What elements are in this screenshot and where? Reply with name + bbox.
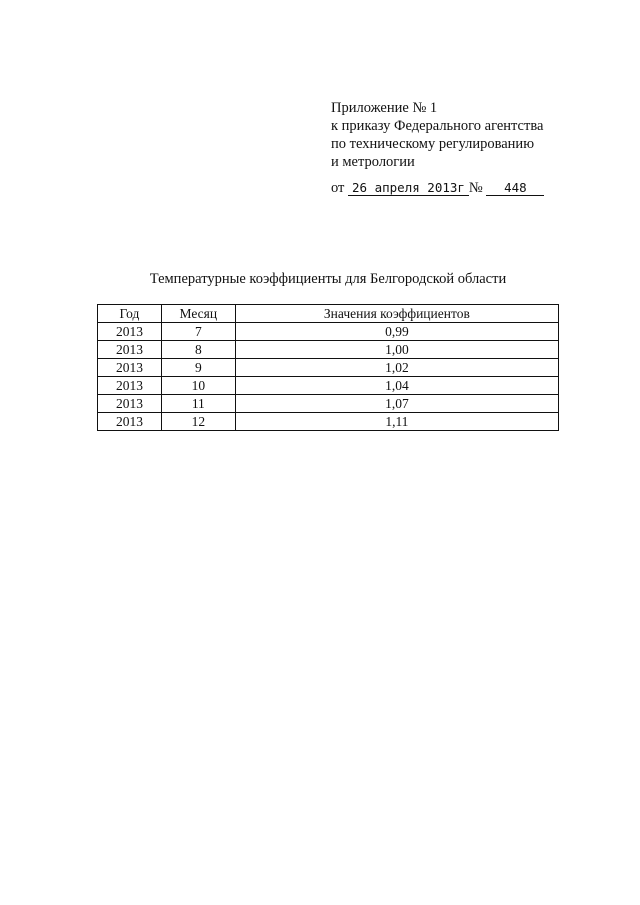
- cell-year: 2013: [98, 341, 162, 359]
- number-label: №: [468, 180, 483, 196]
- cell-month: 7: [161, 323, 235, 341]
- cell-coefficient: 1,04: [235, 377, 558, 395]
- cell-year: 2013: [98, 413, 162, 431]
- header-month: Месяц: [161, 305, 235, 323]
- table-row: [98, 413, 559, 431]
- cell-month: 8: [161, 341, 235, 359]
- appendix-header: [331, 99, 611, 197]
- table-row: [98, 323, 559, 341]
- appendix-agency-line-2: и метрологии: [331, 154, 415, 170]
- cell-coefficient: 1,02: [235, 359, 558, 377]
- cell-year: 2013: [98, 395, 162, 413]
- from-label: от: [331, 180, 345, 196]
- cell-month: 11: [161, 395, 235, 413]
- cell-coefficient: 0,99: [235, 323, 558, 341]
- appendix-agency-line: по техническому регулированию: [331, 136, 535, 152]
- cell-coefficient: 1,11: [235, 413, 558, 431]
- order-number: 448: [486, 181, 544, 196]
- document-title: Температурные коэффициенты для Белгородской области: [149, 271, 507, 287]
- cell-month: 10: [161, 377, 235, 395]
- header-coefficient: Значения коэффициентов: [235, 305, 558, 323]
- order-date-line: [331, 179, 611, 197]
- table-row: [98, 341, 559, 359]
- table-row: [98, 395, 559, 413]
- cell-year: 2013: [98, 377, 162, 395]
- order-date: 26 апреля 2013г: [348, 181, 469, 196]
- table-row: [98, 377, 559, 395]
- header-year: Год: [98, 305, 162, 323]
- cell-year: 2013: [98, 323, 162, 341]
- cell-year: 2013: [98, 359, 162, 377]
- cell-coefficient: 1,07: [235, 395, 558, 413]
- table-header-row: [98, 305, 559, 323]
- table-row: [98, 359, 559, 377]
- cell-coefficient: 1,00: [235, 341, 558, 359]
- coefficients-table: [97, 304, 559, 431]
- appendix-order-ref: к приказу Федерального агентства: [331, 118, 544, 134]
- cell-month: 9: [161, 359, 235, 377]
- cell-month: 12: [161, 413, 235, 431]
- appendix-number: Приложение № 1: [331, 100, 438, 116]
